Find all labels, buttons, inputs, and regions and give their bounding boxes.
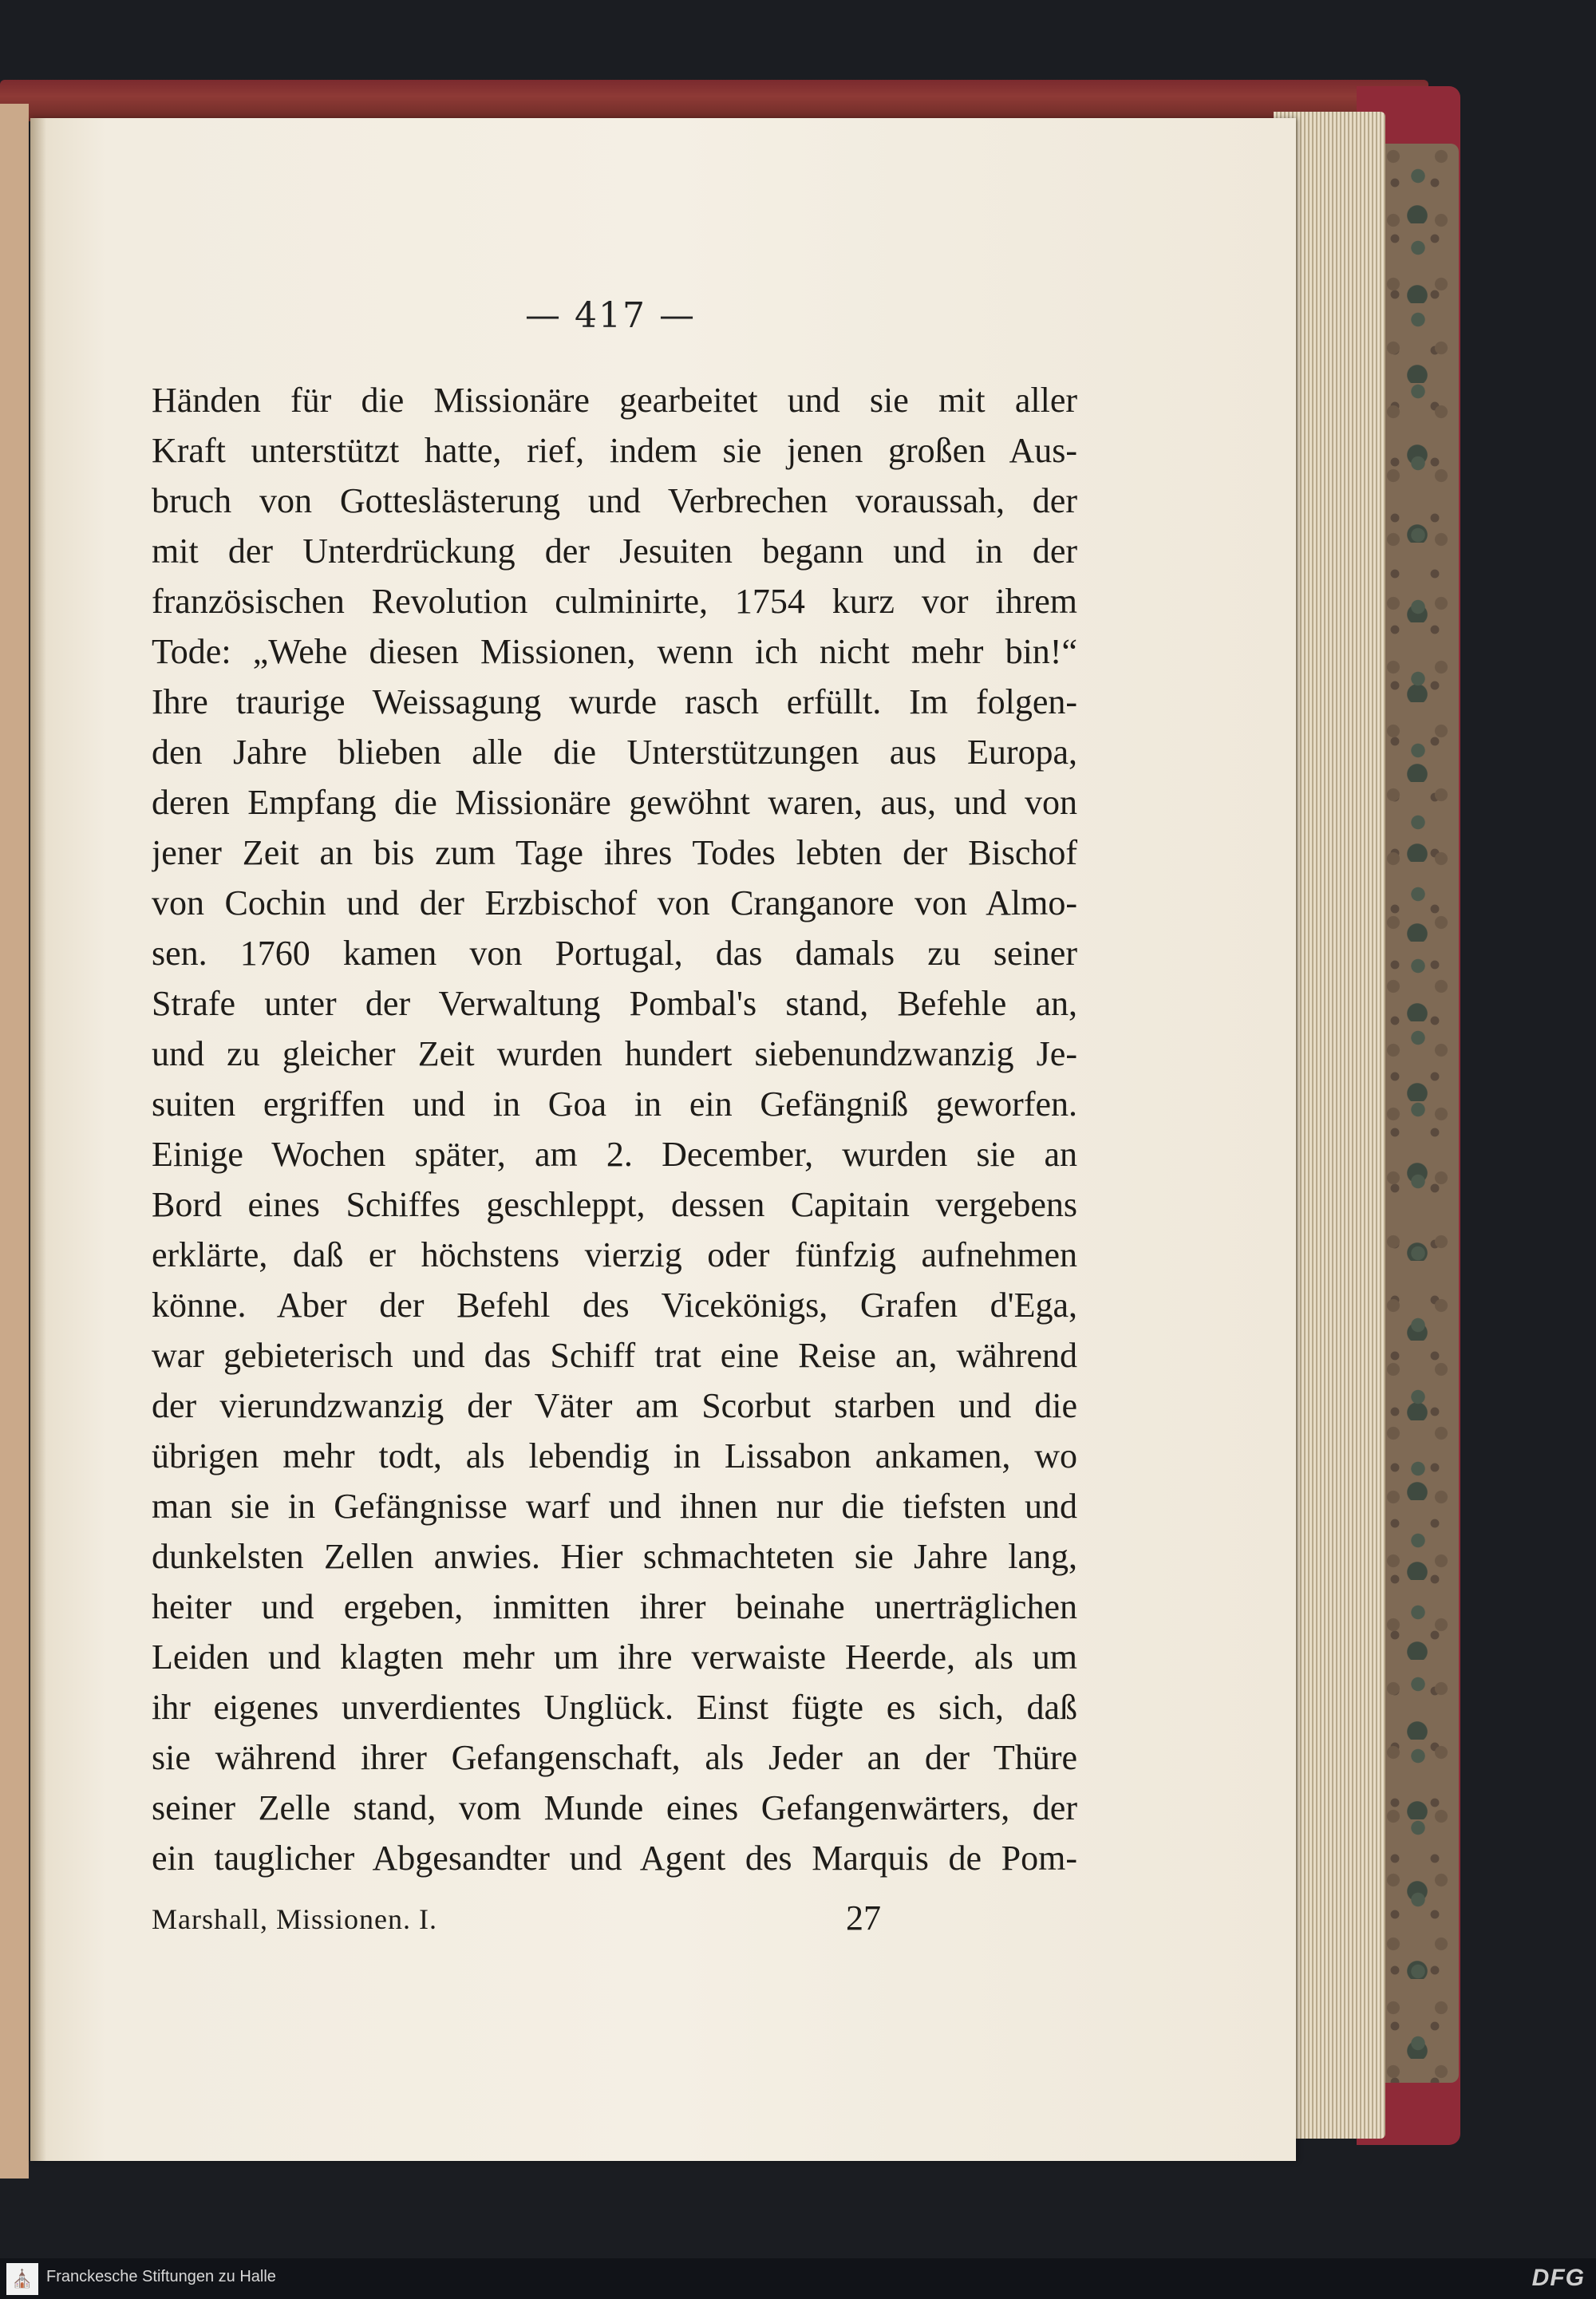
page-footer [152, 1898, 1077, 1945]
text-line: sie während ihrer Gefangenschaft, als Jeder an der Thüre [152, 1738, 1077, 1777]
text-line: übrigen mehr todt, als lebendig in Lissabon ankamen, wo [152, 1436, 1077, 1475]
text-line: ihr eigenes unverdientes Unglück. Einst fügte es sich, daß [152, 1688, 1077, 1727]
text-line: ein tauglicher Abgesandter und Agent des Marquis de Pom- [152, 1839, 1077, 1878]
text-line: dunkelsten Zellen anwies. Hier schmachteten sie Jahre lang, [152, 1537, 1077, 1576]
institution-logo-icon: ⛪ [6, 2263, 38, 2295]
text-line: und zu gleicher Zeit wurden hundert siebenundzwanzig Je- [152, 1034, 1077, 1073]
text-line: Bord eines Schiffes geschleppt, dessen Capitain vergebens [152, 1185, 1077, 1224]
text-line: war gebieterisch und das Schiff trat eine Reise an, während [152, 1336, 1077, 1375]
text-line: mit der Unterdrückung der Jesuiten begann und in der [152, 531, 1077, 571]
text-line: bruch von Gotteslästerung und Verbrechen voraussah, der [152, 481, 1077, 520]
text-line: sen. 1760 kamen von Portugal, das damals zu seiner [152, 934, 1077, 973]
text-line: erklärte, daß er höchstens vierzig oder fünfzig aufnehmen [152, 1235, 1077, 1274]
institution-name: Franckesche Stiftungen zu Halle [46, 2268, 276, 2285]
text-line: heiter und ergeben, inmitten ihrer beinahe unerträglichen [152, 1587, 1077, 1626]
text-line: jener Zeit an bis zum Tage ihres Todes lebten der Bischof [152, 833, 1077, 872]
text-line: Kraft unterstützt hatte, rief, indem sie jenen großen Aus- [152, 431, 1077, 470]
text-line: den Jahre blieben alle die Unterstützungen aus Europa, [152, 733, 1077, 772]
text-line: Leiden und klagten mehr um ihre verwaiste Heerde, als um [152, 1637, 1077, 1677]
page-number-header: — 417 — [525, 295, 696, 336]
gutter-shadow [30, 118, 46, 2161]
footer-signature-mark: 27 [846, 1898, 881, 1938]
book-binding-top [0, 80, 1428, 121]
text-line: Strafe unter der Verwaltung Pombal's stand, Befehle an, [152, 984, 1077, 1023]
text-line: suiten ergriffen und in Goa in ein Gefängniß geworfen. [152, 1084, 1077, 1124]
text-line: könne. Aber der Befehl des Vicekönigs, Grafen d'Ega, [152, 1286, 1077, 1325]
dfg-badge: DFG [1531, 2265, 1585, 2291]
text-line: der vierundzwanzig der Väter am Scorbut starben und die [152, 1386, 1077, 1425]
text-line: man sie in Gefängnisse warf und ihnen nur die tiefsten und [152, 1487, 1077, 1526]
page-body-text [152, 375, 1077, 1883]
text-line: deren Empfang die Missionäre gewöhnt waren, aus, und von [152, 783, 1077, 822]
text-line: Tode: „Wehe diesen Missionen, wenn ich nicht mehr bin!“ [152, 632, 1077, 671]
text-line: Ihre traurige Weissagung wurde rasch erfüllt. Im folgen- [152, 682, 1077, 721]
text-line: seiner Zelle stand, vom Munde eines Gefangenwärters, der [152, 1788, 1077, 1827]
text-line: französischen Revolution culminirte, 1754 kurz vor ihrem [152, 582, 1077, 621]
text-line: Einige Wochen später, am 2. December, wurden sie an [152, 1135, 1077, 1174]
marbled-cover [1379, 144, 1459, 2083]
text-line: von Cochin und der Erzbischof von Cranganore von Almo- [152, 883, 1077, 922]
book-spine-left [0, 104, 29, 2179]
text-line: Händen für die Missionäre gearbeitet und sie mit aller [152, 381, 1077, 420]
footer-book-title: Marshall, Missionen. I. [152, 1903, 437, 1935]
viewer-bottom-bar [0, 2258, 1596, 2299]
